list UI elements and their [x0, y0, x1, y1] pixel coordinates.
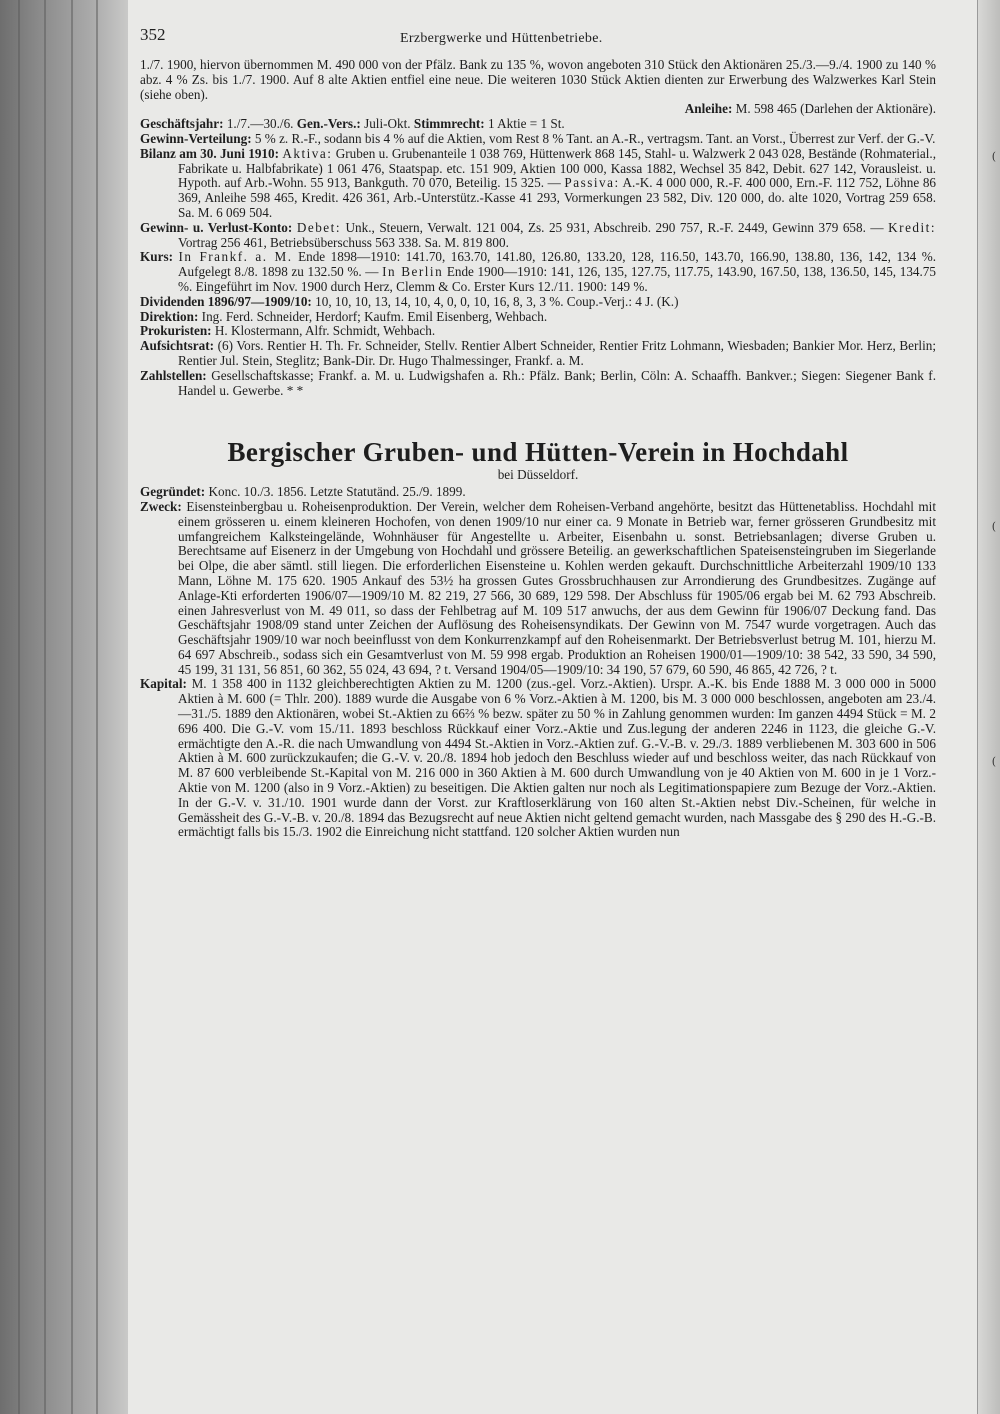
paying-agents-text: Gesellschaftskasse; Frankf. a. M. u. Ludwigshafen a. Rh.: Pfälz. Bank; Berlin, Cöln: A. Schaaffh. Bankver.; Siegen: Siegener Bank f. Handel u. Gewerbe. * *	[178, 367, 936, 398]
capital-text: M. 1 358 400 in 1132 gleichberechtigten Aktien zu M. 1200 (zus.-gel. Vorz.-Aktien). Urspr. A.-K. bis Ende 1888 M. 3 000 000 in 5000 Aktien à M. 600 (= Thlr. 200). 1889 wurde die Ausgabe von 6 % Vorz.-Aktien à M. 1200, bis M. 3 000 000 beschlossen, angeboten am 23./4.—31./5. 1889 den Aktionären, wobei St.-Aktien zu 66⅔ % bezw. später zu 50 % in Zahlung genommen wurden: Im ganzen 4494 Stück = M. 2 696 400. Die G.-V. vom 15./11. 1893 beschloss Rückkauf einer Vorz.-Aktie und Zus.legung der anderen 2246 in 1123, die gleiche G.-V. ermächtigte den A.-R. die nach Umwandlung von 4494 St.-Aktien in Vorz.-Aktien zuf. G.-V.-B. v. 29./3. 1889 verbliebenen M. 303 600 in 506 Aktien à M. 600 zurückzukaufen; die G.-V. v. 20./8. 1894 hob jedoch den Beschluss wieder auf und beschloss weiter, das nach Rückkauf von M. 87 600 verbleibende St.-Kapital von M. 216 000 in 360 Aktien à M. 600 durch Umwandlung von je 40 Aktien von M. 600 in je 1 Vorz.-Aktie von M. 1200 (also in 9 Vorz.-Aktien) zu beseitigen. Die Aktien galten nur noch als Legitimationspapiere zum Bezuge der Vorz.-Aktien. In der G.-V. v. 31./10. 1901 wurde dann der Vorst. zur Kraftloserklärung von 160 alten St.-Aktien nebst Div.-Scheinen, für welche in Gemässheit des G.-V.-B. v. 20./8. 1894 das Bezugsrecht auf neue Aktien nicht geltend gemacht wurden, nach Massgabe des § 290 des H.-G.-B. ermächtigt falls bis 15./3. 1902 die Einreichung nicht stattfand. 120 solcher Aktien wurden nun	[178, 676, 936, 840]
profit-loss-entry	[140, 221, 936, 251]
credit-text: Vortrag 256 461, Betriebsüberschuss 563 338. Sa. M. 819 800.	[178, 234, 509, 250]
frankfurt-prices: Ende 1898—1910: 141.70, 163.70, 141.80, 126.80, 133.20, 128, 116.50, 143.70, 166.90, 138.80, 136, 142, 134 %. Aufgelegt 8./8. 1898 zu 132.50 %. —	[178, 249, 937, 280]
debit-label: Debet:	[296, 219, 341, 235]
voting-right-text: 1 Aktie = 1 St.	[488, 116, 565, 132]
profit-distribution-entry	[140, 132, 936, 147]
fiscal-year-text: 1./7.—30./6.	[226, 116, 294, 132]
berlin-label: In Berlin	[382, 264, 444, 280]
dividends-entry	[140, 295, 936, 310]
supervisory-board-text: (6) Vors. Rentier H. Th. Fr. Schneider, Stellv. Rentier Albert Schneider, Rentier Fritz Lohmann, Wiesbaden; Bankier Mor. Herz, Berlin; Rentier Jul. Stein, Steglitz; Bank-Dir. Dr. Hugo Thalmessinger, Frankf. a. M.	[178, 338, 936, 368]
debit-text: Unk., Steuern, Verwalt. 121 004, Zs. 25 931, Abschreib. 290 757, R.-F. 2449, Gewinn 379 658. —	[345, 219, 884, 235]
purpose-text: Eisensteinbergbau u. Roheisenproduktion. Der Verein, welcher dem Roheisen-Verband angehörte, besitzt das Hüttenetabliss. Hochdahl mit einem grösseren u. einem kleineren Hochofen, von denen 1909/10 nur einer ca. 9 Monate in Betrieb war, ferner grösseren Grundbesitz mit umfangreichem Kalksteingelände, Wohnhäuser für Angestellte u. Arbeiter, Eisenbahn u. sonst. Betriebsanlagen; diverse Gruben u. Berechtsame auf Eisenerz in der Umgebung von Hochdahl und grössere Beteilig. an gewerkschaftlichen Spateisensteingruben im Siegerlande bei Olpe, die aber sämtl. still liegen. Die erforderlichen Eisensteine u. Kohlen werden gekauft. Durchschnittliche Arbeiterzahl 1909/10 133 Mann, Löhne M. 175 620. 1905 Ankauf des 53½ ha grossen Gutes Grossbruchhausen zur Arrondierung des Grundbesitzes. Zugänge auf Anlage-Kti erforderten 1906/07—1909/10 M. 82 219, 27 566, 30 689, 129 598. Der Abschluss für 1905/06 ergab bei M. 62 793 Abschreib. einen Jahresverlust von M. 49 011, so dass der Fehlbetrag auf M. 109 517 anwuchs, der aus dem Gewinn für 1906/07 Deckung fand. Das Geschäftsjahr 1908/09 stand unter Zeichen der Auflösung des Roheisensyndikats. Der Gewinn von M. 7547 wurde vorgetragen. Auch das Geschäftsjahr 1909/10 war noch beeinflusst von dem Konkurrenzkampf auf den Roheisenmarkt. Der Betriebsverlust betrug M. 101, hierzu M. 64 697 Abschreib., sodass sich ein Gesamtverlust von M. 59 998 ergab. Produktion an Roheisen 1900/01—1909/10: 38 542, 33 590, 34 590, 45 199, 31 131, 56 851, 60 362, 55 024, 43 694, ? t. Versand 1904/05—1909/10: 34 190, 57 679, 60 590, 46 865, 42 726, ? t.	[178, 498, 936, 677]
page-number: 352	[140, 25, 166, 44]
management-text: Ing. Ferd. Schneider, Herdorf; Kaufm. Emil Eisenberg, Wehbach.	[201, 308, 548, 324]
balance-sheet-entry	[140, 147, 936, 221]
capital-label: Kapital:	[140, 676, 187, 692]
credit-label: Kredit:	[888, 219, 937, 235]
general-meeting-text: Juli-Okt.	[364, 116, 411, 132]
dividends-label: Dividenden 1896/97—1909/10:	[140, 293, 312, 309]
loan-label: Anleihe:	[684, 101, 733, 117]
general-meeting-label: Gen.-Vers.:	[296, 116, 361, 132]
profit-distribution-label: Gewinn-Verteilung:	[140, 130, 252, 146]
capital-entry	[140, 677, 936, 840]
balance-sheet-label: Bilanz am 30. Juni 1910:	[140, 145, 279, 161]
profit-loss-label: Gewinn- u. Verlust-Konto:	[140, 219, 293, 235]
loan-text: M. 598 465 (Darlehen der Aktionäre).	[735, 101, 936, 117]
frankfurt-label: In Frankf. a. M.	[178, 249, 293, 265]
page-content	[140, 25, 937, 840]
next-page-edge	[977, 0, 1000, 1414]
liabilities-label: Passiva:	[564, 175, 620, 191]
loan-entry	[140, 102, 936, 117]
founded-text: Konc. 10./3. 1856. Letzte Statutänd. 25./9. 1899.	[208, 484, 466, 500]
management-label: Direktion:	[140, 308, 199, 324]
supervisory-board-label: Aufsichtsrat:	[140, 338, 214, 354]
company-location: bei Düsseldorf.	[497, 467, 579, 483]
berlin-prices: Ende 1900—1910: 141, 126, 135, 127.75, 117.75, 143.90, 167.50, 138, 136.50, 145, 134.75 %. Eingeführt im Nov. 1900 durch Herz, Clemm & Co. Erster Kurs 12./11. 1900: 149 %.	[178, 264, 936, 294]
authorized-officers-entry	[140, 324, 936, 339]
edge-fragment: (	[991, 755, 996, 768]
supervisory-board-entry	[140, 339, 936, 369]
purpose-entry	[140, 500, 936, 678]
fiscal-year-entry	[140, 117, 936, 132]
liabilities-text: A.-K. 4 000 000, R.-F. 400 000, Ern.-F. 112 752, Löhne 86 369, Anleihe 598 465, Kredit. 426 361, Arb.-Unterstütz.-Kasse 41 293, Vormerkungen 23 582, Div. 120 000, do. alte 1020, Vortrag 259 658. Sa. M. 6 069 504.	[178, 175, 937, 220]
page-header	[140, 25, 936, 58]
edge-fragment: (	[991, 150, 996, 163]
book-binding-shadow	[0, 0, 128, 1414]
paying-agents-label: Zahlstellen:	[140, 367, 207, 383]
assets-text: Gruben u. Grubenanteile 1 038 769, Hüttenwerk 868 145, Stahl- u. Walzwerk 2 043 028, Bestände (Rohmaterial., Fabrikate u. Halbfabrikate) 1 061 476, Staatspap. etc. 151 909, Aktien 100 000, Kassa 1882, Wechsel 35 842, Debit. 627 142, Vorausleist. u. Hypoth. auf Arb.-Wohn. 55 913, Bankguth. 70 070, Beteilig. 15 325. —	[178, 145, 937, 191]
capital-continuation: 1./7. 1900, hiervon übernommen M. 490 000 von der Pfälz. Bank zu 135 %, wovon angeboten 310 Stück den Aktionären 25./3.—9./4. 1900 zu 140 % abz. 4 % Zs. bis 1./7. 1900. Auf 8 alte Aktien entfiel eine neue. Die weiteren 1030 Stück Aktien dienten zur Erwerbung des Walzwerkes Karl Stein (siehe oben).	[140, 57, 936, 102]
share-price-entry	[140, 250, 936, 294]
founded-entry	[140, 485, 936, 500]
paying-agents-entry	[140, 369, 936, 399]
management-entry	[140, 310, 936, 325]
authorized-officers-label: Prokuristen:	[140, 323, 212, 339]
share-price-label: Kurs:	[140, 249, 173, 265]
company-title: Bergischer Gruben- und Hütten-Verein in Hochdahl	[227, 437, 849, 468]
fiscal-year-label: Geschäftsjahr:	[140, 116, 224, 132]
assets-label: Aktiva:	[282, 145, 333, 161]
founded-label: Gegründet:	[140, 484, 206, 500]
profit-distribution-text: 5 % z. R.-F., sodann bis 4 % auf die Aktien, vom Rest 8 % Tant. an A.-R., vertragsm. Tant. an Vorst., Überrest zur Verf. der G.-V.	[254, 130, 936, 146]
edge-fragment: (	[991, 520, 996, 533]
authorized-officers-text: H. Klostermann, Alfr. Schmidt, Wehbach.	[214, 323, 436, 339]
voting-right-label: Stimmrecht:	[413, 116, 485, 132]
running-title: Erzbergwerke und Hüttenbetriebe.	[400, 31, 603, 46]
dividends-text: 10, 10, 10, 13, 14, 10, 4, 0, 0, 10, 16, 8, 3, 3 %. Coup.-Verj.: 4 J. (K.)	[315, 293, 679, 309]
purpose-label: Zweck:	[140, 498, 182, 514]
